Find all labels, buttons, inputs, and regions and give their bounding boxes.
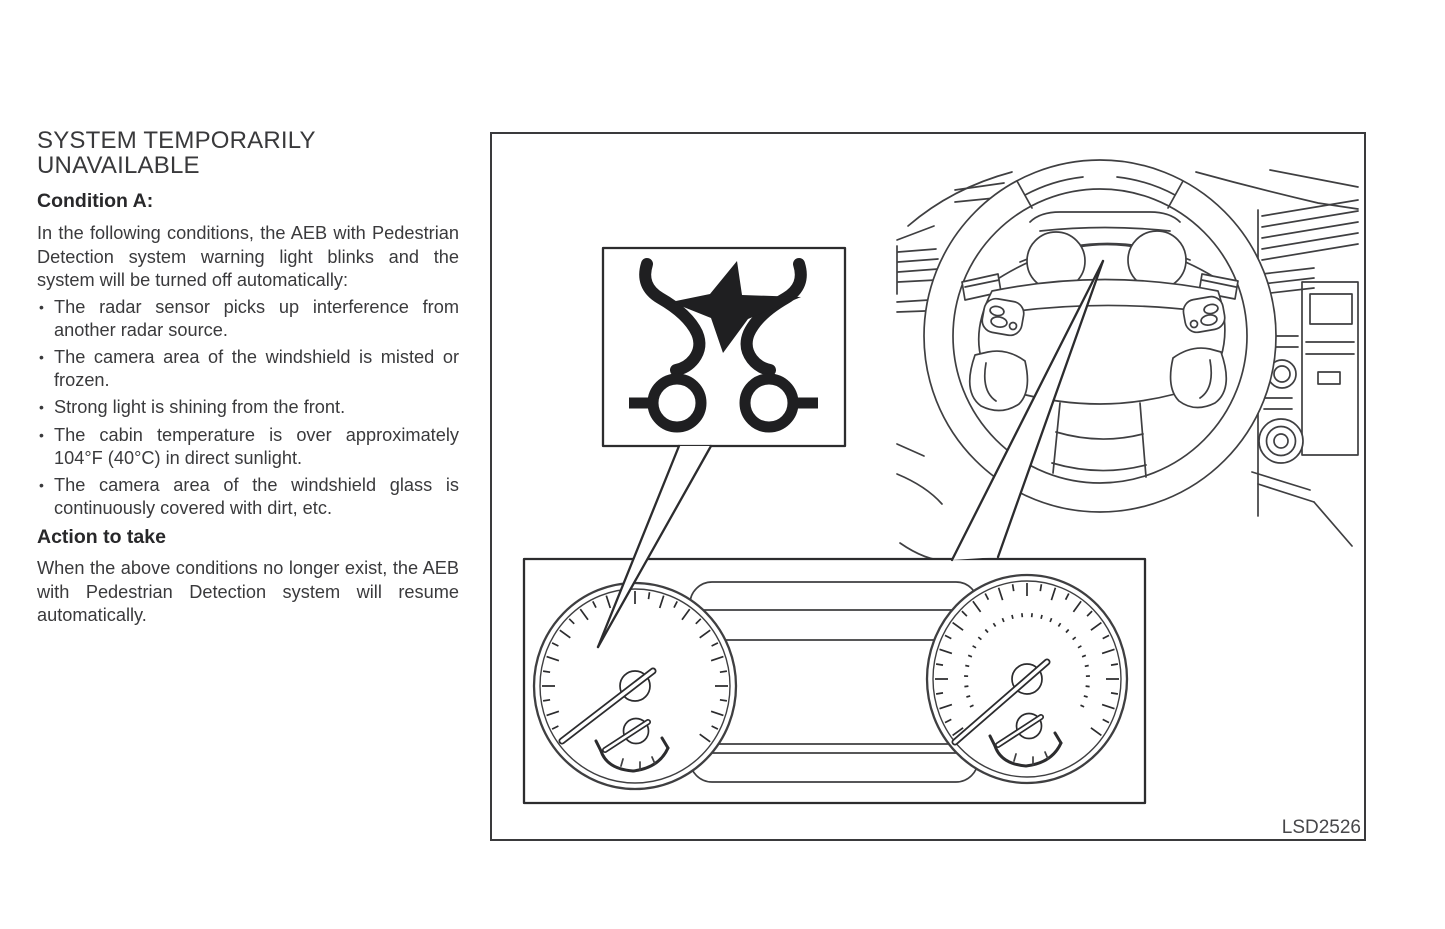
instrument-cluster bbox=[524, 559, 1145, 803]
warning-icon-box bbox=[603, 248, 845, 446]
figure-reference-code: LSD2526 bbox=[1278, 818, 1361, 838]
action-heading: Action to take bbox=[37, 526, 166, 549]
condition-intro: In the following conditions, the AEB with Pedestrian Detection system warning light blinks and the system will be turned off automatically: bbox=[37, 223, 459, 290]
start-button-sketch bbox=[1259, 419, 1303, 463]
action-text: When the above conditions no longer exist, the AEB with Pedestrian Detection system will resume automatically. bbox=[37, 558, 459, 626]
section-title-line2: UNAVAILABLE bbox=[37, 152, 200, 179]
list-item: • The cabin temperature is over approximately 104°F (40°C) in direct sunlight. bbox=[37, 424, 459, 470]
list-item: • Strong light is shining from the front. bbox=[37, 396, 459, 419]
tachometer-gauge bbox=[534, 583, 736, 789]
list-item: • The camera area of the windshield is misted or frozen. bbox=[37, 346, 459, 392]
steering-buttons-left bbox=[980, 297, 1025, 337]
condition-list bbox=[37, 296, 459, 521]
section-title bbox=[37, 128, 459, 178]
list-item: • The camera area of the windshield glass is continuously covered with dirt, etc. bbox=[37, 474, 459, 520]
steering-wheel bbox=[924, 160, 1276, 512]
nav-screen-sketch bbox=[1302, 282, 1358, 455]
list-item: • The radar sensor picks up interference from another radar source. bbox=[37, 296, 459, 342]
section-title-line1: SYSTEM TEMPORARILY bbox=[37, 127, 316, 154]
figure-svg bbox=[492, 134, 1364, 839]
text-column bbox=[37, 128, 459, 628]
speedometer-gauge bbox=[927, 575, 1127, 783]
condition-heading: Condition A: bbox=[37, 190, 154, 212]
figure-illustration bbox=[490, 132, 1366, 841]
